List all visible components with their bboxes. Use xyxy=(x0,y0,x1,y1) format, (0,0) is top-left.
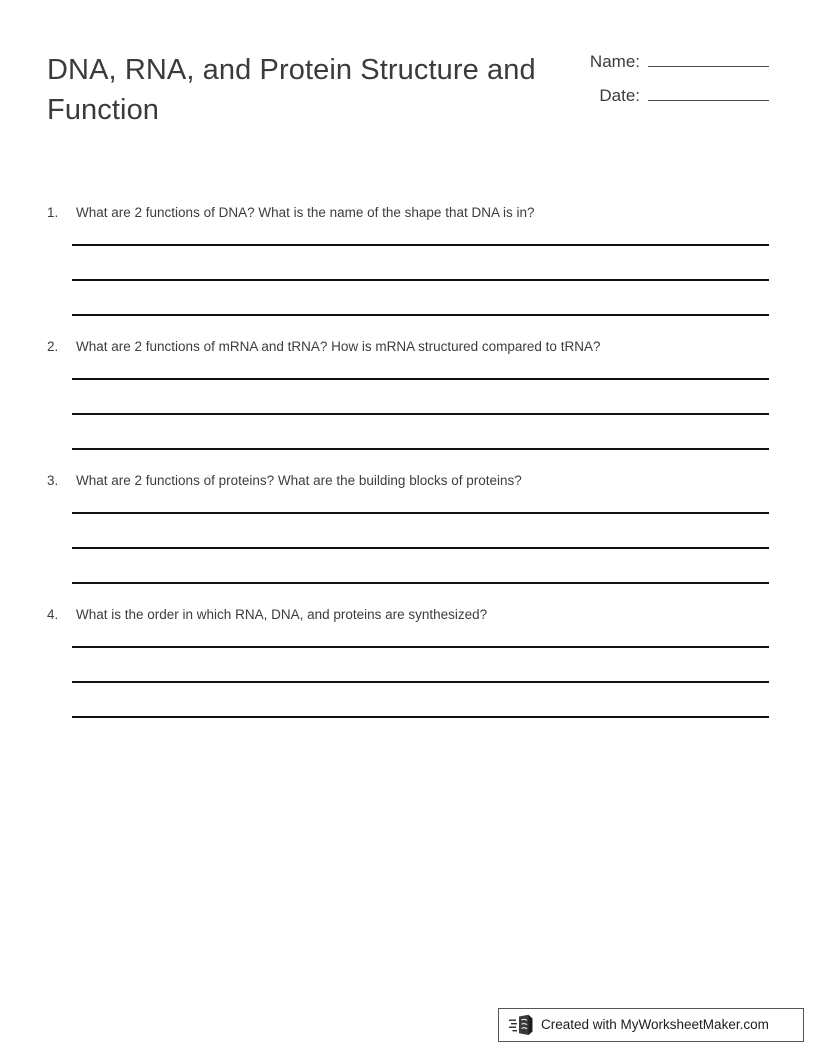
question-block xyxy=(47,203,769,316)
flying-page-icon xyxy=(509,1014,535,1036)
question-text: What are 2 functions of proteins? What are the building blocks of proteins? xyxy=(76,473,522,488)
question-prompt xyxy=(47,337,769,357)
name-field-row xyxy=(590,52,769,72)
answer-line[interactable] xyxy=(72,582,769,584)
name-input-line[interactable] xyxy=(648,66,769,67)
question-prompt xyxy=(47,605,769,625)
student-info-fields xyxy=(590,52,769,120)
answer-lines-group xyxy=(72,646,769,718)
answer-line[interactable] xyxy=(72,512,769,514)
question-text: What are 2 functions of mRNA and tRNA? How is mRNA structured compared to tRNA? xyxy=(76,339,601,354)
answer-line[interactable] xyxy=(72,378,769,380)
answer-lines-group xyxy=(72,378,769,450)
answer-line[interactable] xyxy=(72,279,769,281)
questions-list xyxy=(47,203,769,739)
question-number: 1. xyxy=(47,205,59,220)
answer-line[interactable] xyxy=(72,448,769,450)
question-number: 3. xyxy=(47,473,59,488)
question-number: 4. xyxy=(47,607,59,622)
question-text: What is the order in which RNA, DNA, and proteins are synthesized? xyxy=(76,607,488,622)
answer-lines-group xyxy=(72,244,769,316)
question-prompt xyxy=(47,203,769,223)
question-prompt xyxy=(47,471,769,491)
answer-line[interactable] xyxy=(72,646,769,648)
question-block xyxy=(47,605,769,718)
answer-line[interactable] xyxy=(72,413,769,415)
answer-line[interactable] xyxy=(72,716,769,718)
footer-attribution-text: Created with MyWorksheetMaker.com xyxy=(541,1017,769,1033)
question-number: 2. xyxy=(47,339,59,354)
question-block xyxy=(47,471,769,584)
date-label: Date: xyxy=(599,86,640,105)
question-text: What are 2 functions of DNA? What is the name of the shape that DNA is in? xyxy=(76,205,535,220)
answer-line[interactable] xyxy=(72,244,769,246)
page-title: DNA, RNA, and Protein Structure and Function xyxy=(47,54,536,126)
date-field-row xyxy=(590,86,769,106)
footer-attribution-badge[interactable] xyxy=(498,1008,804,1042)
answer-line[interactable] xyxy=(72,314,769,316)
date-input-line[interactable] xyxy=(648,100,769,101)
question-block xyxy=(47,337,769,450)
answer-lines-group xyxy=(72,512,769,584)
answer-line[interactable] xyxy=(72,547,769,549)
name-label: Name: xyxy=(589,52,640,71)
worksheet-header xyxy=(47,48,769,130)
answer-line[interactable] xyxy=(72,681,769,683)
